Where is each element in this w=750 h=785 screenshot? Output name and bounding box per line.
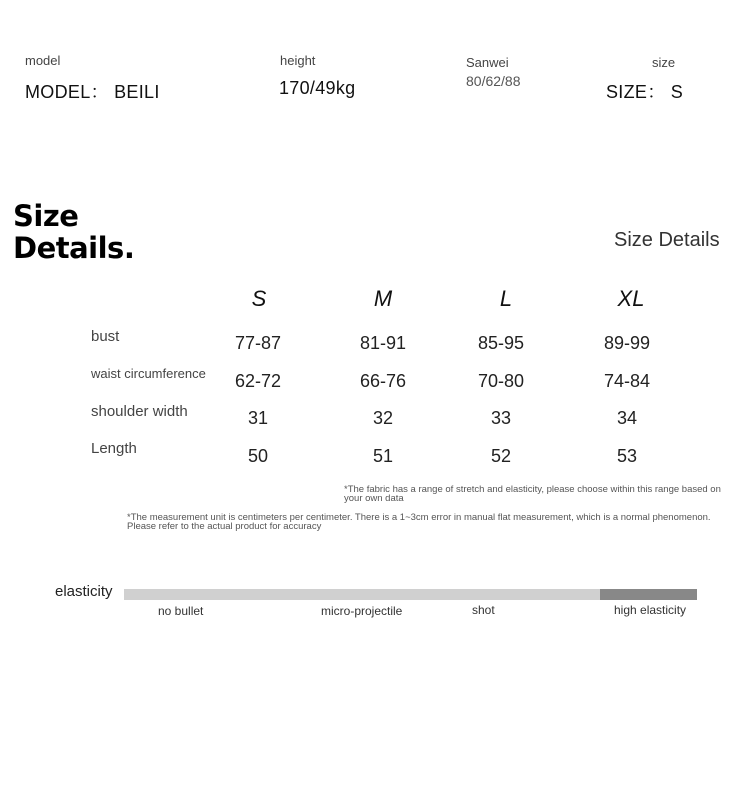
table-cell: 52 — [490, 446, 512, 466]
model-label: model — [25, 53, 61, 68]
table-cell: 33 — [490, 408, 512, 428]
table-cell: 70-80 — [477, 371, 525, 391]
column-header-l: L — [499, 286, 513, 311]
model-value: MODEL： BEILI — [25, 82, 160, 102]
column-header-m: M — [373, 286, 393, 311]
table-cell: 74-84 — [603, 371, 651, 391]
elasticity-mark-high: high elasticity — [614, 603, 687, 617]
table-cell: 50 — [247, 446, 269, 466]
size-value: SIZE： S — [606, 82, 684, 102]
elasticity-label: elasticity — [55, 583, 113, 600]
size-details-subheading: Size Details — [614, 229, 720, 251]
table-cell: 62-72 — [234, 371, 282, 391]
sanwei-value: 80/62/88 — [466, 73, 521, 89]
table-cell: 53 — [616, 446, 638, 466]
heading-line-2: Details. — [13, 231, 135, 265]
table-cell: 34 — [616, 408, 638, 428]
table-cell: 89-99 — [603, 333, 651, 353]
column-header-s: S — [251, 286, 267, 311]
table-cell: 81-91 — [359, 333, 407, 353]
height-value: 170/49kg — [279, 78, 356, 98]
elasticity-bar-track — [124, 589, 697, 600]
fabric-note: *The fabric has a range of stretch and elasticity, please choose within this range based on your own data — [344, 484, 721, 504]
row-label-length: Length — [91, 440, 137, 457]
table-cell: 77-87 — [234, 333, 282, 353]
elasticity-mark-micro-projectile: micro-projectile — [321, 604, 403, 618]
row-label-bust: bust — [91, 328, 120, 345]
table-cell: 85-95 — [477, 333, 525, 353]
table-cell: 31 — [247, 408, 269, 428]
table-cell: 51 — [372, 446, 394, 466]
table-cell: 32 — [372, 408, 394, 428]
sanwei-label: Sanwei — [466, 55, 509, 70]
row-label-waist: waist circumference — [91, 366, 206, 381]
column-header-xl: XL — [617, 286, 645, 311]
elasticity-mark-no-bullet: no bullet — [158, 604, 204, 618]
height-label: height — [280, 53, 316, 68]
row-label-shoulder: shoulder width — [91, 403, 188, 420]
elasticity-bar-fill — [600, 589, 697, 600]
heading-line-1: Size — [13, 199, 79, 233]
elasticity-mark-shot: shot — [472, 603, 495, 617]
size-label: size — [652, 55, 676, 70]
table-cell: 66-76 — [359, 371, 407, 391]
measurement-note: *The measurement unit is centimeters per centimeter. There is a 1~3cm error in manual flat measurement, which is a normal phenomenon. Please refer to the actual product for accuracy — [127, 512, 711, 532]
size-details-heading — [13, 200, 134, 264]
